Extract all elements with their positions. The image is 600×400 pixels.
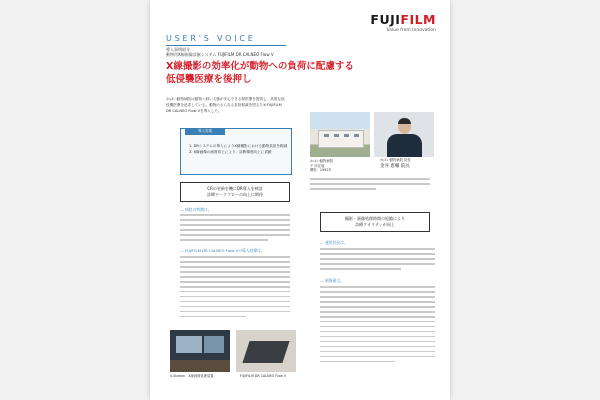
body-text-block-2 bbox=[180, 256, 290, 321]
quote-1-line-2: 診療ワークフローの向上に期待 bbox=[207, 192, 263, 197]
quote-1-line-1: CRの更新を機にDR導入を検討 bbox=[207, 186, 263, 191]
workstation-caption: V-Station：X線画像処理装置 bbox=[170, 374, 214, 378]
subhead-hospital-features: — 病院の特徴は。 bbox=[180, 207, 212, 212]
quote-box-1 bbox=[180, 182, 290, 202]
header-divider bbox=[166, 45, 286, 46]
logo-brand-fuji: FUJI bbox=[370, 12, 401, 27]
product-label: 動物用X線画像診断システム FUJIFILM DR CALNEO Flow V bbox=[166, 52, 274, 57]
title-line-2: 低侵襲医療を後押し bbox=[166, 74, 252, 85]
hospital-building-photo bbox=[310, 112, 370, 157]
body-text-right-3 bbox=[320, 286, 435, 366]
case-study-label: 導入事例紹介 bbox=[166, 47, 190, 52]
building-caption-line-3: 開院：1992年 bbox=[310, 168, 332, 173]
person-caption: かはい動物病院 院長 bbox=[380, 158, 411, 162]
points-box-header: 導入効果 bbox=[185, 128, 225, 135]
users-voice-label: USER'S VOICE bbox=[166, 34, 256, 43]
points-box bbox=[180, 128, 292, 175]
subhead-introduction-background: — FUJIFILM DR CALNEO Flow Vの導入経緯は。 bbox=[180, 248, 265, 253]
body-text-block-1 bbox=[180, 214, 290, 244]
body-text-right-1 bbox=[310, 178, 430, 193]
building-caption-line-1: かはい動物病院 bbox=[310, 159, 334, 163]
logo-tagline: Value from Innovation bbox=[386, 28, 436, 33]
body-text-right-2 bbox=[320, 248, 435, 273]
document-page bbox=[150, 0, 450, 400]
director-portrait-photo bbox=[374, 112, 434, 157]
detector-caption: FUJIFILM DR CALNEO Flow V bbox=[240, 374, 287, 378]
detector-panel-photo bbox=[236, 330, 296, 372]
point-item-1: 1. DRシステムの導入によりX線撮影における動物負担を軽減 bbox=[189, 144, 288, 148]
building-caption bbox=[310, 159, 333, 173]
page-title bbox=[166, 60, 416, 86]
logo-brand-film: FILM bbox=[400, 12, 436, 27]
intro-paragraph: かはい動物病院は動物と飼い主様が安心できる獣医療を提供し、高度な低侵襲医療を追求している。動物のさらなる負担軽減を図るためFUJIFILM DR CALNEO Flow Vを導入した。 bbox=[166, 97, 285, 113]
point-item-2: 2. X線画像の画質向上により、診断精度向上に貢献 bbox=[189, 150, 272, 154]
quote-box-2 bbox=[320, 212, 430, 232]
subhead-image-quality: — 画質面は。 bbox=[320, 278, 344, 283]
quote-2-line-2: 診療クオリティが向上 bbox=[355, 222, 395, 227]
workstation-photo bbox=[170, 330, 230, 372]
title-line-1: X線撮影の効率化が動物への負荷に配慮する bbox=[166, 61, 354, 72]
person-name: 金井 恵輔 院長 bbox=[380, 164, 410, 169]
building-caption-line-2: 〒 所在地 bbox=[310, 163, 325, 168]
fujifilm-logo bbox=[370, 12, 436, 33]
quote-2-line-1: 撮影・画像処理時間の短縮により bbox=[345, 216, 405, 221]
subhead-operation-status: — 運用状況は。 bbox=[320, 240, 348, 245]
